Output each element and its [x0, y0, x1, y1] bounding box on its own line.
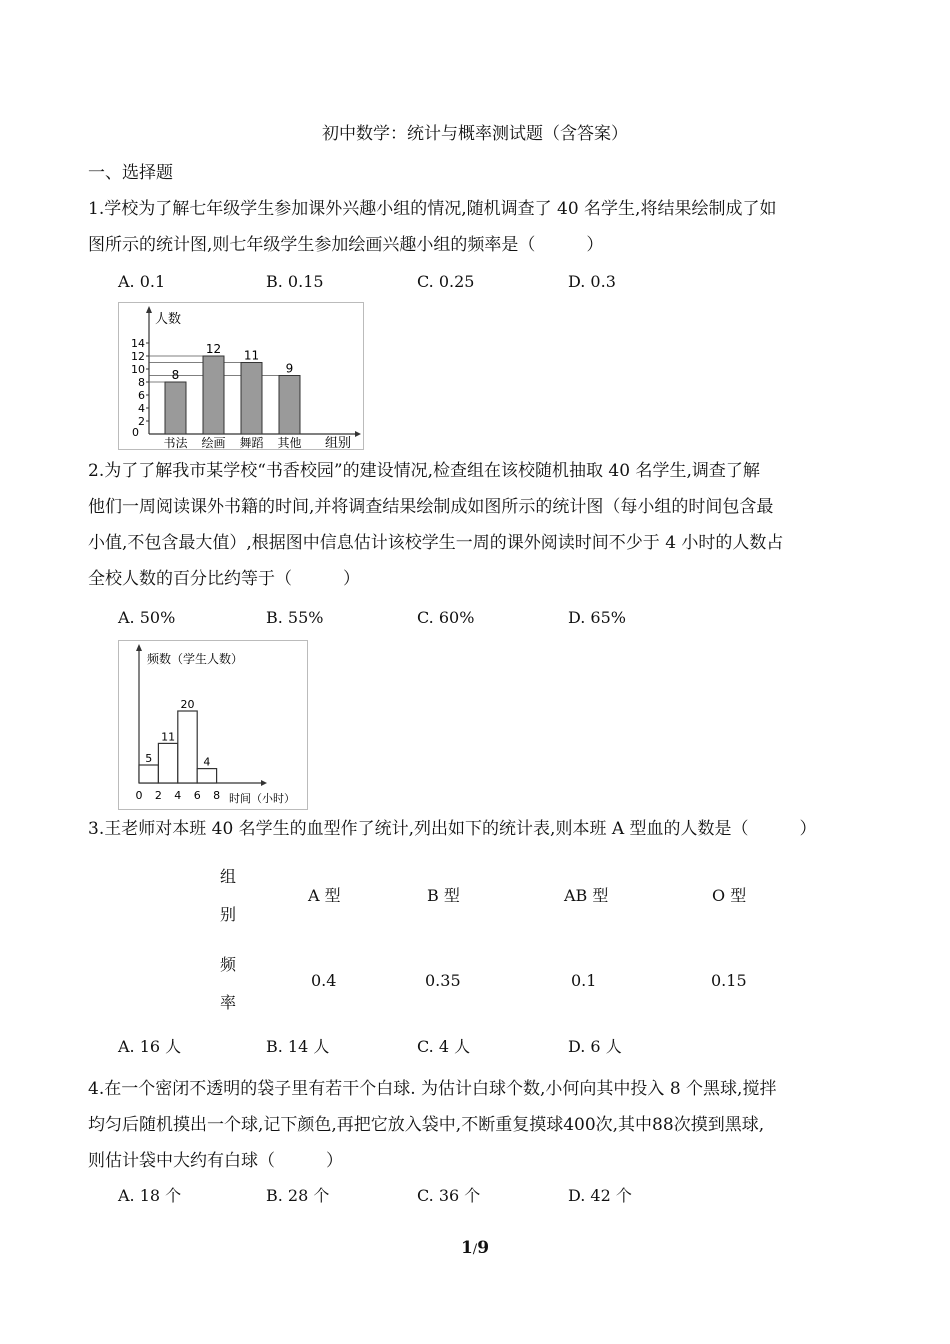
y-axis-label: 人数 [155, 312, 182, 327]
bar-value-label: 8 [171, 368, 180, 382]
q2-option-a[interactable]: A. 50% [118, 608, 176, 627]
table-header-freq-b: 率 [220, 993, 237, 1012]
q4-option-d[interactable]: D. 42 个 [568, 1186, 632, 1205]
q2-text-line2: 他们一周阅读课外书籍的时间,并将调查结果绘制成如图所示的统计图（每小组的时间包含最 [88, 497, 774, 517]
q1-bar-chart [118, 302, 364, 450]
y-tick-label: 2 [138, 415, 145, 428]
x-axis-label: 组别 [325, 436, 352, 449]
q1-bar-chart-svg [119, 303, 363, 449]
y-tick-label: 8 [138, 376, 145, 389]
histogram-bar [158, 743, 177, 783]
x-category-label: 书法 [163, 436, 188, 449]
table-header-group-a: 组 [220, 867, 237, 886]
x-tick-label: 0 [135, 789, 143, 802]
x-category-label: 其他 [277, 436, 302, 449]
histogram-bar [178, 711, 197, 783]
q4-option-a[interactable]: A. 18 个 [118, 1186, 182, 1205]
x-tick-label: 8 [213, 789, 221, 802]
y-tick-label: 0 [132, 426, 139, 439]
q3-option-c[interactable]: C. 4 人 [417, 1037, 471, 1056]
y-tick-label: 10 [131, 363, 145, 376]
page-separator: / [472, 1242, 478, 1257]
y-tick-label: 6 [138, 389, 145, 402]
q2-option-b[interactable]: B. 55% [266, 608, 324, 627]
x-category-label: 绘画 [201, 436, 226, 449]
q2-text-line1: 2.为了了解我市某学校“书香校园”的建设情况,检查组在该校随机抽取 40 名学生,调查了解 [88, 461, 760, 481]
q4-text-line3: 则估计袋中大约有白球（ ） [88, 1151, 343, 1171]
histogram-bar [197, 769, 216, 783]
q1-text-line2: 图所示的统计图,则七年级学生参加绘画兴趣小组的频率是（ ） [88, 235, 604, 255]
y-axis-arrow [146, 306, 152, 313]
q2-text-line4: 全校人数的百分比约等于（ ） [88, 569, 360, 589]
bar [203, 356, 224, 434]
table-freq-b: 0.35 [425, 971, 461, 990]
bar-value-label: 9 [285, 361, 294, 376]
q2-histogram-svg [119, 641, 307, 809]
q4-option-c[interactable]: C. 36 个 [417, 1186, 481, 1205]
table-header-freq-a: 频 [220, 955, 237, 974]
y-tick-label: 4 [138, 402, 145, 415]
q3-option-b[interactable]: B. 14 人 [266, 1037, 330, 1056]
y-axis-label: 频数（学生人数） [147, 652, 244, 666]
q2-option-d[interactable]: D. 65% [568, 608, 626, 627]
q2-histogram [118, 640, 308, 810]
q1-option-d[interactable]: D. 0.3 [568, 272, 616, 291]
bar-value-label: 20 [180, 698, 195, 711]
table-freq-o: 0.15 [711, 971, 747, 990]
y-tick-label: 14 [131, 337, 145, 350]
table-type-a: A 型 [308, 886, 341, 905]
q3-text-line1: 3.王老师对本班 40 名学生的血型作了统计,列出如下的统计表,则本班 A 型血的人数是（ ） [88, 819, 817, 839]
table-freq-a: 0.4 [311, 971, 337, 990]
page-title: 初中数学：统计与概率测试题（含答案） [322, 124, 628, 144]
y-axis-arrow [136, 644, 142, 651]
table-type-ab: AB 型 [564, 886, 609, 905]
q1-option-b[interactable]: B. 0.15 [266, 272, 324, 291]
page-number [0, 1238, 950, 1258]
q4-text-line1: 4.在一个密闭不透明的袋子里有若干个白球. 为估计白球个数,小何向其中投入 8 个黑球,搅拌 [88, 1079, 777, 1099]
x-tick-label: 6 [193, 789, 201, 802]
q3-option-a[interactable]: A. 16 人 [118, 1037, 182, 1056]
y-tick-label: 12 [131, 350, 145, 363]
bar [165, 382, 186, 434]
q1-option-a[interactable]: A. 0.1 [118, 272, 166, 291]
x-axis-arrow [261, 780, 267, 786]
section-heading: 一、选择题 [88, 163, 173, 183]
histogram-bar [139, 765, 158, 783]
table-freq-ab: 0.1 [571, 971, 597, 990]
x-category-label: 舞蹈 [239, 436, 264, 449]
bar-value-label: 11 [161, 730, 176, 744]
table-type-o: O 型 [712, 886, 747, 905]
q2-text-line3: 小值,不包含最大值）,根据图中信息估计该校学生一周的课外阅读时间不少于 4 小时的人数占 [88, 533, 784, 553]
bar-value-label: 12 [205, 342, 222, 356]
table-type-b: B 型 [427, 886, 460, 905]
bar-value-label: 5 [145, 752, 153, 765]
bar-value-label: 11 [243, 348, 260, 363]
bar [279, 376, 300, 435]
q4-option-b[interactable]: B. 28 个 [266, 1186, 330, 1205]
q4-text-line2: 均匀后随机摸出一个球,记下颜色,再把它放入袋中,不断重复摸球400次,其中88次摸到黑球, [88, 1115, 765, 1135]
q2-option-c[interactable]: C. 60% [417, 608, 475, 627]
q3-option-d[interactable]: D. 6 人 [568, 1037, 622, 1056]
x-axis-arrow [355, 431, 361, 437]
x-tick-label: 4 [174, 789, 182, 802]
page-current: 1 [460, 1238, 473, 1258]
table-header-group-b: 别 [220, 905, 237, 924]
x-tick-label: 2 [154, 789, 162, 802]
bar [241, 363, 262, 435]
bar-value-label: 4 [203, 755, 211, 769]
page-total: 9 [477, 1238, 490, 1258]
q1-option-c[interactable]: C. 0.25 [417, 272, 475, 291]
x-axis-label: 时间（小时） [229, 792, 295, 805]
q1-text-line1: 1.学校为了解七年级学生参加课外兴趣小组的情况,随机调查了 40 名学生,将结果绘制成了如 [88, 199, 777, 219]
